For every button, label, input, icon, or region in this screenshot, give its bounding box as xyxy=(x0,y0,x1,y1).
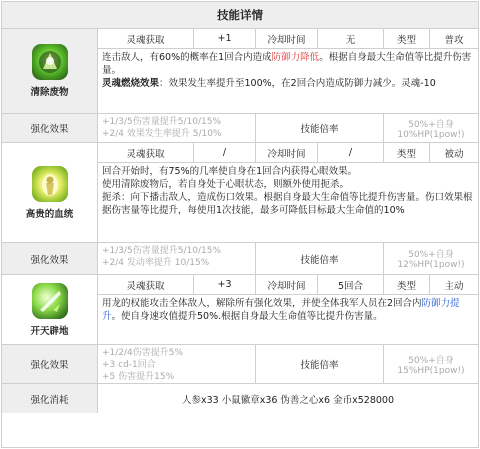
skill-1-desc-tail: 。根据自身最大生命值等比提升伤害量。 xyxy=(102,52,472,76)
skill-3-enhance-item: +3 cd-1回合 xyxy=(102,360,156,370)
skill-3-desc-tail: 。使自身速攻值提升50%.根据自身最大生命值等比提升伤害量。 xyxy=(111,311,383,322)
green-slash-skill-icon xyxy=(32,283,68,319)
skill-3-ratio-label: 技能倍率 xyxy=(256,345,384,384)
yellow-aura-skill-icon xyxy=(32,166,68,202)
panel-title: 技能详情 xyxy=(2,2,478,29)
skill-1-enhance-item: +2/4 效果发生率提升 5/10% xyxy=(102,129,222,139)
skill-1-cooldown-value: 无 xyxy=(318,29,384,49)
skill-1-soul-value: +1 xyxy=(194,29,256,49)
skill-3-type-label: 类型 xyxy=(384,275,430,295)
skill-1-cooldown-label: 冷却时间 xyxy=(256,29,318,49)
green-ninja-skill-icon xyxy=(32,44,68,80)
skill-2-ratio-value: 50%+自身12%HP(1pow!) xyxy=(384,243,478,275)
skill-3-desc-text: 用龙的权能攻击全体敌人，解除所有强化效果，并使全体我军人员在2回合内 xyxy=(102,298,422,309)
skill-3-cooldown-label: 冷却时间 xyxy=(256,275,318,295)
skill-1-type-label: 类型 xyxy=(384,29,430,49)
skill-1-ratio-label: 技能倍率 xyxy=(256,114,384,143)
skill-3-enhance-item: +1/2/4伤害提升5% xyxy=(102,348,184,358)
skill-3-enhance-list xyxy=(98,345,256,384)
skill-2-desc-line: 回合开始时，有75%的几率使自身在1回合内获得心眼效果。 xyxy=(102,166,358,177)
cost-label: 强化消耗 xyxy=(2,384,98,413)
skill-2-desc-line: 扼杀：向下播击敌人，造成伤口效果。根据自身最大生命值等比提升伤害量。伤口效果根据伤害量等比提升，每使用1次技能，最多可降低目标最大生命值的10% xyxy=(102,192,473,216)
skill-2-enhance-item: +2/4 发动率提升 10/15% xyxy=(102,258,210,268)
cost-value: 人参x33 小鼠徽章x36 伪善之心x6 金币x528000 xyxy=(181,394,395,406)
skill-1-soulburn-label: 灵魂燃烧效果 xyxy=(102,78,160,89)
skill-1-enhance-label: 强化效果 xyxy=(2,114,98,143)
skill-1-type-value: 普攻 xyxy=(430,29,478,49)
skill-2-cell[interactable] xyxy=(2,143,98,243)
skill-2-soul-label: 灵魂获取 xyxy=(98,143,194,163)
skill-2-description xyxy=(98,163,478,243)
skill-3-cooldown-value: 5回合 xyxy=(318,275,384,295)
skill-1-cell[interactable] xyxy=(2,29,98,114)
skill-2-enhance-item: +1/3/5伤害量提升5/10/15% xyxy=(102,246,222,256)
skill-2-enhance-label: 强化效果 xyxy=(2,243,98,275)
skill-2-ratio-label: 技能倍率 xyxy=(256,243,384,275)
skill-1-soul-label: 灵魂获取 xyxy=(98,29,194,49)
skill-2-name: 高贵的血统 xyxy=(25,208,74,220)
skill-1-name: 清除废物 xyxy=(30,87,69,98)
skill-1-soulburn-text: ：效果发生率提升至100%，在2回合内造成防御力减少。灵魂-10 xyxy=(159,78,436,89)
skill-1-ratio-value: 50%+自身10%HP(1pow!) xyxy=(384,114,478,143)
skill-1-debuff-keyword[interactable]: 防御力降低 xyxy=(271,52,320,63)
skill-3-buff-keyword[interactable]: 防御力提升 xyxy=(102,298,460,322)
skill-3-name: 开天辟地 xyxy=(30,325,69,337)
skill-2-soul-value: / xyxy=(194,143,256,163)
skill-2-cooldown-label: 冷却时间 xyxy=(256,143,318,163)
skill-3-enhance-label: 强化效果 xyxy=(2,345,98,384)
skill-3-soul-value: +3 xyxy=(194,275,256,295)
skill-1-enhance-item: +1/3/5伤害量提升5/10/15% xyxy=(102,117,222,127)
skill-2-cooldown-value: / xyxy=(318,143,384,163)
skill-2-type-label: 类型 xyxy=(384,143,430,163)
skill-3-enhance-item: +5 伤害提升15% xyxy=(102,372,175,382)
skill-1-enhance-list xyxy=(98,114,256,143)
skill-2-type-value: 被动 xyxy=(430,143,478,163)
skill-details-panel xyxy=(1,1,479,448)
skill-2-enhance-list xyxy=(98,243,256,275)
skill-1-description xyxy=(98,49,478,114)
skill-2-desc-line: 使用清除废物后，若自身处于心眼状态，则额外使用扼杀。 xyxy=(102,179,350,190)
skill-1-desc-text: 连击敌人，有60%的概率在1回合内造成 xyxy=(102,52,272,63)
skill-3-type-value: 主动 xyxy=(430,275,478,295)
skill-3-description xyxy=(98,295,478,345)
skill-3-soul-label: 灵魂获取 xyxy=(98,275,194,295)
skill-3-cell[interactable] xyxy=(2,275,98,345)
skill-table xyxy=(2,29,478,413)
skill-3-ratio-value: 50%+自身15%HP(1pow!) xyxy=(384,345,478,384)
